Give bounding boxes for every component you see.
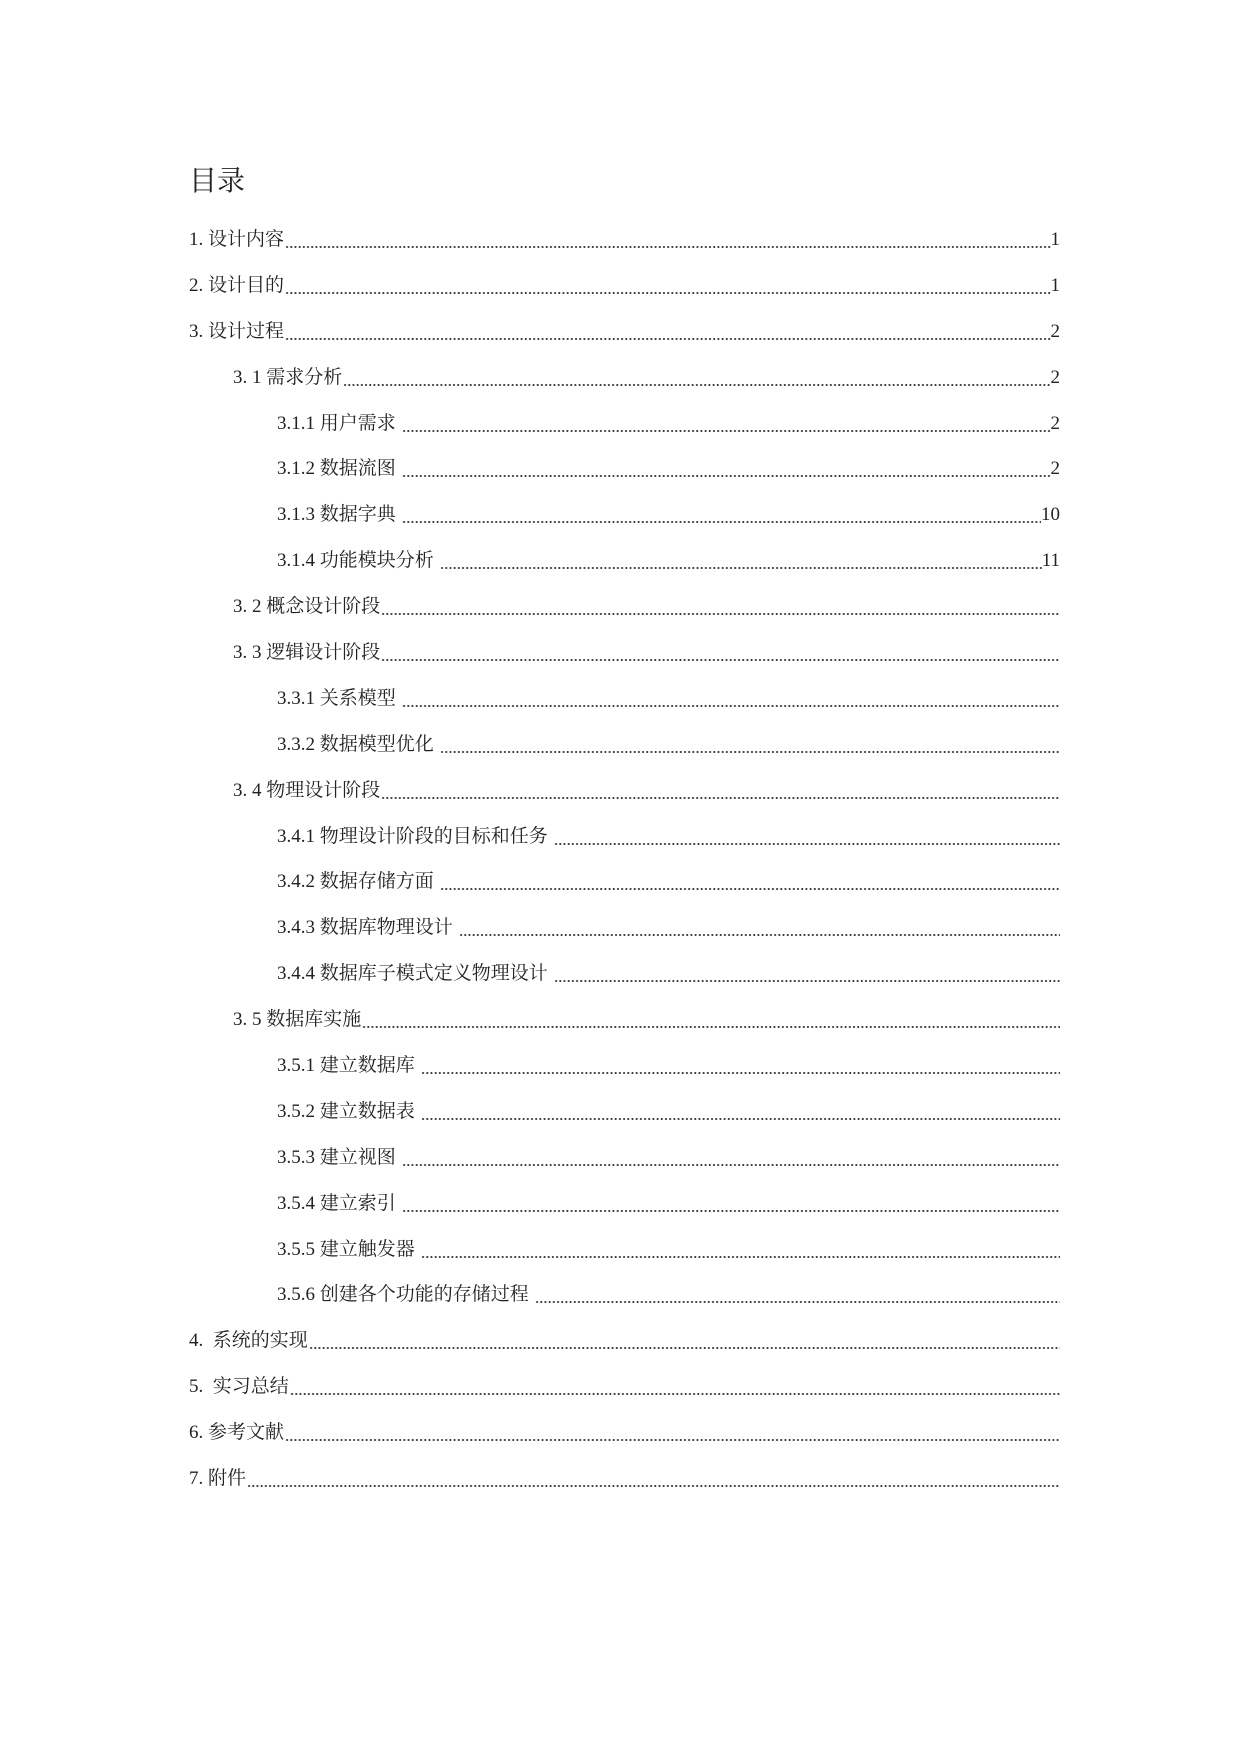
toc-entry-label: 3.4.4 数据库子模式定义物理设计 [277,963,548,985]
toc-dot-leader [247,1467,1060,1491]
toc-entry-label: 3.5.1 建立数据库 [277,1054,415,1076]
toc-dot-leader [535,1283,1060,1307]
toc-page-number: 2 [1050,366,1060,388]
toc-dot-leader [402,1192,1060,1216]
toc-dot-leader [554,962,1060,986]
toc-entry-label: 3.3.2 数据模型优化 [277,733,434,755]
toc-entry-label: 6. 参考文献 [189,1422,285,1444]
toc-dot-leader [290,1375,1060,1399]
toc-dot-leader [459,916,1060,940]
toc-entry [189,1272,1060,1318]
toc-entry-label: 3.5.5 建立触发器 [277,1238,415,1260]
toc-dot-leader [381,779,1060,803]
toc-page-number: 2 [1050,412,1060,434]
toc-entry [189,217,1060,263]
toc-entry-label: 3.4.2 数据存储方面 [277,871,434,893]
toc-entry-label: 3.1.1 用户需求 [277,412,396,434]
toc-title: 目录 [189,166,246,197]
toc-entry-label: 3.4.3 数据库物理设计 [277,917,453,939]
toc-entry-label: 3.4.1 物理设计阶段的目标和任务 [277,825,548,847]
toc-entry [189,951,1060,997]
toc-dot-leader [402,1146,1060,1170]
toc-entry-label: 3. 1 需求分析 [233,366,343,388]
toc-dot-leader [343,366,1050,390]
toc-dot-leader [402,503,1041,527]
toc-entry-label: 5. 实习总结 [189,1376,289,1398]
toc-entry [189,997,1060,1043]
toc-entry [189,722,1060,768]
toc-entry-label: 3.1.4 功能模块分析 [277,550,434,572]
toc-entry [189,630,1060,676]
toc-entry [189,1318,1060,1364]
toc-entry-label: 3.5.3 建立视图 [277,1146,396,1168]
toc-entry [189,355,1060,401]
toc-entry-label: 3. 设计过程 [189,320,285,342]
toc-dot-leader [440,549,1042,573]
toc-dot-leader [402,412,1051,436]
toc-entry-label: 3. 5 数据库实施 [233,1009,362,1031]
toc-page-number: 2 [1050,458,1060,480]
toc-entry-label: 3.5.6 创建各个功能的存储过程 [277,1284,529,1306]
toc-dot-leader [554,825,1060,849]
toc-dot-leader [402,687,1060,711]
toc-entry [189,676,1060,722]
toc-dot-leader [440,733,1060,757]
toc-entry [189,1410,1060,1456]
toc-entry [189,263,1060,309]
toc-dot-leader [285,320,1050,344]
toc-dot-leader [285,274,1050,298]
toc-dot-leader [421,1238,1060,1262]
toc-dot-leader [362,1008,1060,1032]
toc-entry-label: 3.1.3 数据字典 [277,504,396,526]
toc-page-number: 2 [1050,320,1060,342]
toc-entry [189,1089,1060,1135]
toc-entry [189,905,1060,951]
toc-dot-leader [440,870,1060,894]
toc-dot-leader [421,1054,1060,1078]
toc-entry-label: 2. 设计目的 [189,274,285,296]
toc-entry [189,492,1060,538]
toc-entry [189,401,1060,447]
toc-entry-label: 3. 4 物理设计阶段 [233,779,381,801]
toc-entry [189,1364,1060,1410]
toc-page-number: 11 [1041,550,1060,572]
toc-dot-leader [285,1421,1060,1445]
toc-entry [189,446,1060,492]
toc-entry-label: 3. 2 概念设计阶段 [233,596,381,618]
toc-entry-label: 3.3.1 关系模型 [277,687,396,709]
toc-entry-label: 3.1.2 数据流图 [277,458,396,480]
toc-entry-label: 3.5.4 建立索引 [277,1192,396,1214]
toc-entry [189,584,1060,630]
toc-dot-leader [381,641,1060,665]
toc-entry [189,309,1060,355]
toc-entry [189,1227,1060,1273]
toc-entry-label: 3. 3 逻辑设计阶段 [233,641,381,663]
toc-dot-leader [309,1329,1060,1353]
toc-entry [189,814,1060,860]
toc-dot-leader [421,1100,1060,1124]
toc-entry [189,768,1060,814]
toc-dot-leader [285,228,1050,252]
toc-entry [189,859,1060,905]
toc-entry [189,1456,1060,1502]
toc-page-number: 1 [1050,228,1060,250]
toc-list [189,217,1060,1502]
toc-dot-leader [402,457,1051,481]
toc-entry-label: 1. 设计内容 [189,228,285,250]
toc-entry [189,1181,1060,1227]
toc-page-number: 10 [1041,504,1060,526]
toc-page-number: 1 [1050,274,1060,296]
toc-dot-leader [381,595,1060,619]
toc-entry [189,538,1060,584]
toc-entry-label: 4. 系统的实现 [189,1330,308,1352]
toc-entry [189,1043,1060,1089]
toc-entry [189,1135,1060,1181]
toc-entry-label: 3.5.2 建立数据表 [277,1100,415,1122]
toc-entry-label: 7. 附件 [189,1467,247,1489]
